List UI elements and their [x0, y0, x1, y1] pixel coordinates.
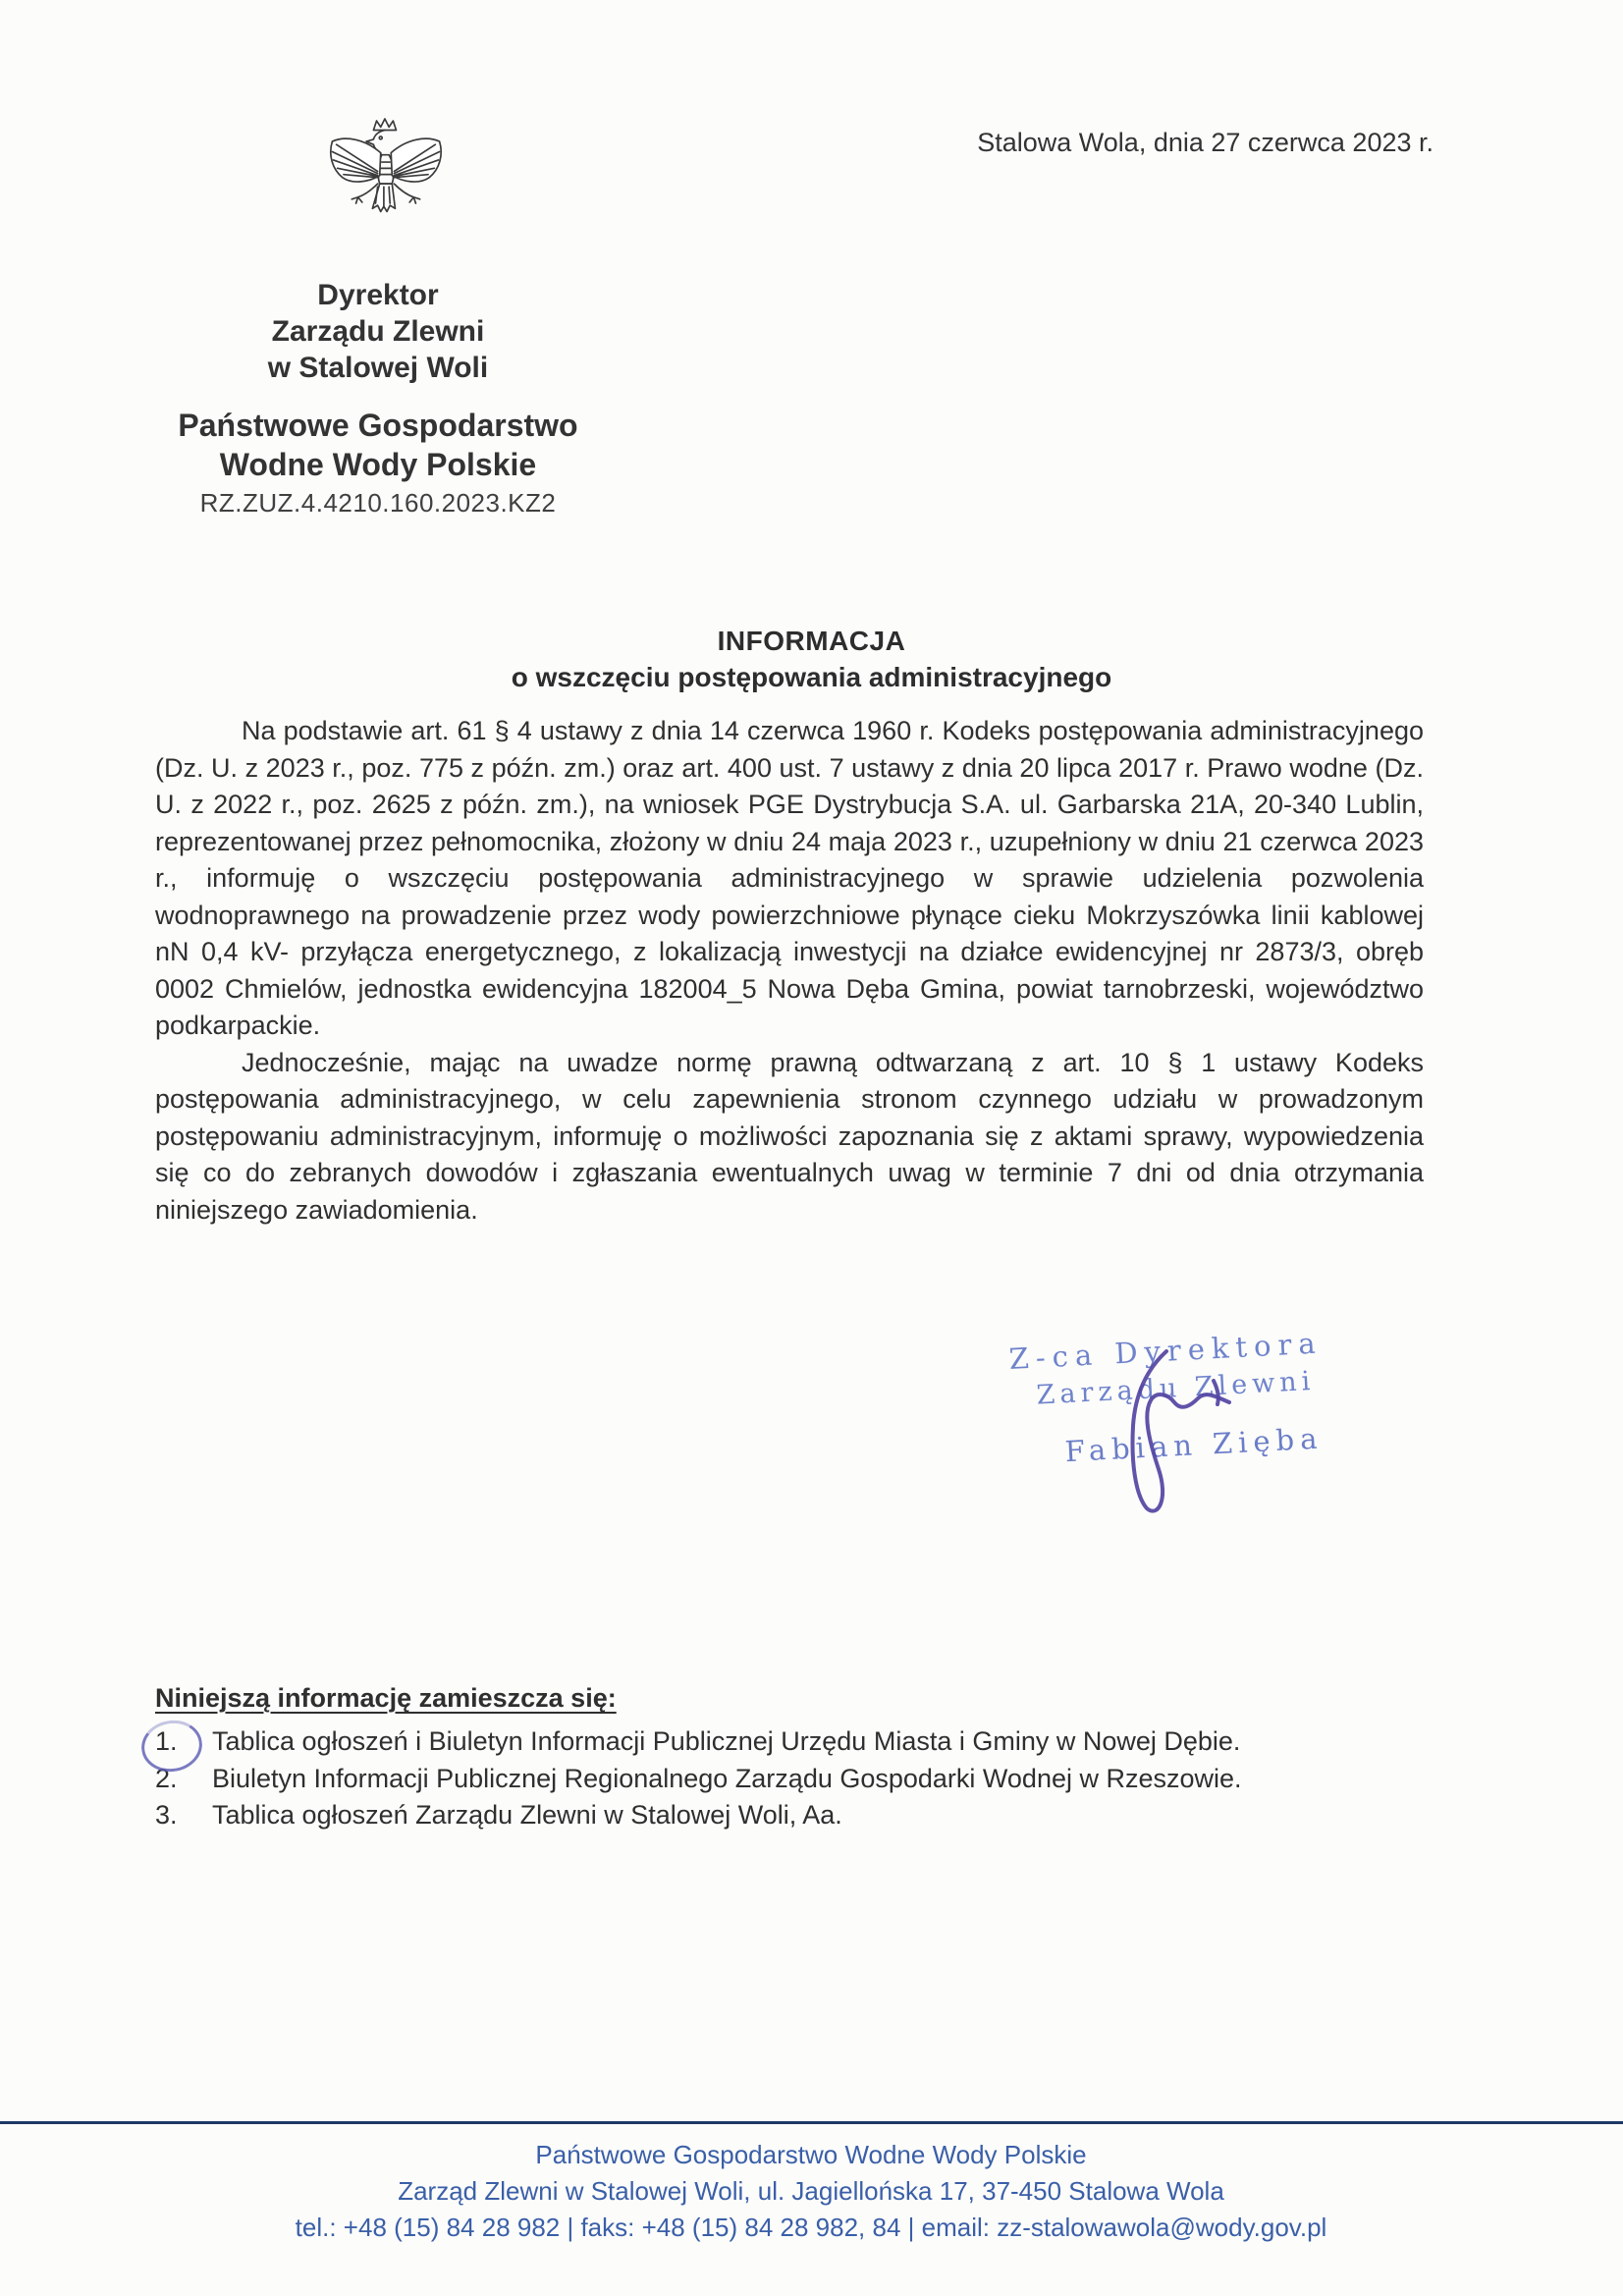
footer-divider — [0, 2121, 1623, 2124]
list-item — [155, 1797, 1481, 1834]
paragraph-1: Na podstawie art. 61 § 4 ustawy z dnia 14 czerwca 1960 r. Kodeks postępowania administracyjnego (Dz. U. z 2023 r., poz. 775 z późn. zm.) oraz art. 400 ust. 7 ustawy z dnia 20 lipca 2017 r. Prawo wodne (Dz. U. z 2022 r., poz. 2625 z późn. zm.), na wniosek PGE Dystrybucja S.A. ul. Garbarska 21A, 20-340 Lublin, reprezentowanej przez pełnomocnika, złożony w dniu 24 maja 2023 r., uzupełniony w dniu 21 czerwca 2023 r., informuję o wszczęciu postępowania administracyjnego w sprawie udzielenia pozwolenia wodnoprawnego na prowadzenie przez wody powierzchniowe płynące cieku Mokrzyszówka linii kablowej nN 0,4 kV- przyłącza energetycznego, z lokalizacją inwestycji na działce ewidencyjnej nr 2873/3, obręb 0002 Chmielów, jednostka ewidencyjna 182004_5 Nowa Dęba Gmina, powiat tarnobrzeski, województwo podkarpackie. — [155, 716, 1424, 1040]
handwritten-signature — [1049, 1341, 1284, 1548]
sender-city: w Stalowej Woli — [267, 352, 489, 384]
list-item — [155, 1761, 1481, 1798]
sender-block — [147, 277, 609, 519]
date-line: Stalowa Wola, dnia 27 czerwca 2023 r. — [977, 128, 1434, 157]
paragraph-2: Jednocześnie, mając na uwadze normę prawną odtwarzaną z art. 10 § 1 ustawy Kodeks postępowania administracyjnego, w celu zapewnienia stronom czynnego udziału w prowadzonym postępowaniu administracyjnym, informuję o możliwości zapoznania się z aktami sprawy, wypowiedzenia się co do zebranych dowodów i zgłaszania ewentualnych uwag w terminie 7 dni od dnia otrzymania niniejszego zawiadomienia. — [155, 1047, 1424, 1225]
polish-eagle-emblem — [324, 112, 448, 251]
list-item-number: 3. — [155, 1800, 178, 1830]
sender-unit: Zarządu Zlewni — [271, 315, 485, 348]
footer-address: Zarząd Zlewni w Stalowej Woli, ul. Jagiellońska 17, 37-450 Stalowa Wola — [398, 2176, 1224, 2206]
org-name-line2: Wodne Wody Polskie — [219, 447, 537, 482]
distribution-list — [155, 1683, 1481, 1834]
sender-title: Dyrektor — [317, 279, 439, 311]
document-title — [10, 623, 1613, 695]
body-text — [155, 713, 1424, 1229]
list-item-text: Tablica ogłoszeń Zarządu Zlewni w Stalowej Woli, Aa. — [212, 1800, 842, 1830]
reference-number: RZ.ZUZ.4.4210.160.2023.KZ2 — [199, 488, 557, 518]
footer-contact: tel.: +48 (15) 84 28 982 | faks: +48 (15) 84 28 982, 84 | email: zz-stalowawola@wody.gov.pl — [295, 2213, 1327, 2242]
distribution-heading: Niniejszą informację zamieszcza się: — [155, 1683, 617, 1713]
list-item-number: 2. — [155, 1763, 178, 1793]
list-item-number: 1. — [155, 1726, 178, 1756]
title-line1: INFORMACJA — [717, 626, 906, 656]
footer-org: Państwowe Gospodarstwo Wodne Wody Polskie — [535, 2140, 1087, 2169]
title-line2: o wszczęciu postępowania administracyjnego — [511, 662, 1112, 692]
footer — [16, 2137, 1606, 2246]
list-item-text: Biuletyn Informacji Publicznej Regionalnego Zarządu Gospodarki Wodnej w Rzeszowie. — [212, 1763, 1242, 1793]
eagle-icon — [324, 112, 448, 251]
signature-icon — [1049, 1341, 1284, 1548]
stamp-name: Fabian Zięba — [1063, 1421, 1325, 1469]
list-item — [155, 1723, 1481, 1761]
stamp-line1: Z-ca Dyrektora — [1007, 1326, 1324, 1377]
org-name-line1: Państwowe Gospodarstwo — [178, 408, 578, 443]
stamp-line2: Zarządu Zlewni — [1035, 1365, 1317, 1411]
list-item-text: Tablica ogłoszeń i Biuletyn Informacji Publicznej Urzędu Miasta i Gminy w Nowej Dębie. — [212, 1726, 1241, 1756]
